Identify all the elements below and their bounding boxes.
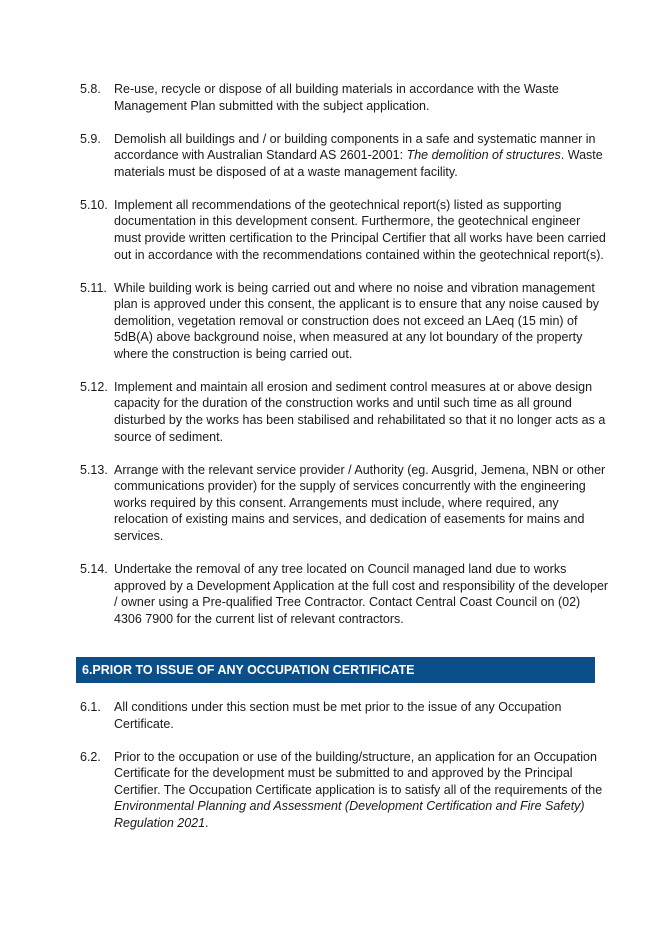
clause-5-10 — [80, 197, 610, 263]
conditions-list-section-6 — [80, 699, 610, 848]
clause-5-12 — [80, 379, 610, 445]
clause-text-part: Arrange with the relevant service provider / Authority (eg. Ausgrid, Jemena, NBN or other communications provider) for the supply of services concurrently with the engineering works required by this consent. Arrangements must include, where required, any relocation of existing mains and services, and dedication of easements for mains and services. — [114, 462, 606, 544]
section-heading: 6.PRIOR TO ISSUE OF ANY OCCUPATION CERTIFICATE — [82, 663, 415, 677]
clause-6-1 — [80, 699, 610, 732]
clause-text-part: Re-use, recycle or dispose of all building materials in accordance with the Waste Management Plan submitted with the subject application. — [114, 82, 559, 113]
standard-title-italic: The demolition of structures — [406, 148, 561, 163]
clause-text-part: Implement all recommendations of the geotechnical report(s) listed as supporting documentation in this development consent. Furthermore, the geotechnical engineer must provide written certification to the Principal Certifier that all works have been carried out in accordance with the recommendations contained within the geotechnical report(s). — [114, 197, 606, 262]
clause-text-part: . — [205, 815, 209, 830]
clause-number: 5.14. — [80, 562, 108, 576]
clause-text-part: All conditions under this section must be met prior to the issue of any Occupation Certificate. — [114, 700, 562, 731]
clause-text — [114, 561, 610, 627]
clause-number: 5.9. — [80, 131, 101, 146]
clause-number: 5.10. — [80, 197, 108, 212]
conditions-list-section-5 — [80, 81, 610, 644]
clause-5-14 — [80, 561, 610, 627]
clause-text — [114, 131, 610, 181]
clause-text — [114, 81, 610, 114]
clause-6-2 — [80, 749, 610, 832]
clause-text-part: Implement and maintain all erosion and sediment control measures at or above design capacity for the duration of the construction works and until such time as all ground disturbed by the works has been stabilised and rehabilitated so that it no longer acts as a source of sediment. — [114, 379, 606, 444]
clause-text — [114, 379, 610, 445]
clause-number: 5.12. — [80, 379, 108, 394]
clause-text — [114, 749, 610, 832]
clause-5-8 — [80, 81, 610, 114]
clause-text — [114, 699, 610, 732]
clause-text-part: Demolish all buildings and / or building components in a safe and systematic manner in accordance with Australian Standard AS 2601-2001: — [114, 131, 596, 163]
clause-number: 5.8. — [80, 82, 101, 96]
clause-text-part: . Waste materials must be disposed of at a waste management facility. — [114, 148, 603, 179]
clause-text-part: Undertake the removal of any tree located on Council managed land due to works approved by a Development Application at the full cost and responsibility of the developer / owner using a Pre-qualified Tree Contractor. Contact Central Coast Council on (02) 4306 7900 for the current list of relevant contractors. — [114, 562, 609, 626]
section-heading-bar — [76, 657, 595, 683]
clause-text — [114, 280, 610, 363]
regulation-title-italic: Environmental Planning and Assessment (Development Certification and Fire Safety) Regulation 2021 — [114, 799, 585, 830]
clause-text — [114, 197, 610, 263]
clause-text-part: While building work is being carried out and where no noise and vibration management plan is approved under this consent, the applicant is to ensure that any noise caused by demolition, vegetation removal or construction does not exceed an LAeq (15 min) of 5dB(A) above background noise, when measured at any lot boundary of the property where the construction is being carried out. — [114, 280, 600, 361]
clause-text-part: Prior to the occupation or use of the building/structure, an application for an Occupation Certificate for the development must be submitted to and approved by the Principal Certifier. The Occupation Certificate application is to satisfy all of the requirements of the — [114, 749, 603, 797]
clause-5-9 — [80, 131, 610, 181]
clause-5-13 — [80, 462, 610, 545]
clause-text — [114, 462, 610, 545]
clause-number: 6.2. — [80, 749, 101, 764]
clause-number: 5.13. — [80, 462, 108, 477]
clause-5-11 — [80, 280, 610, 363]
clause-number: 5.11. — [80, 280, 107, 295]
clause-number: 6.1. — [80, 700, 101, 714]
